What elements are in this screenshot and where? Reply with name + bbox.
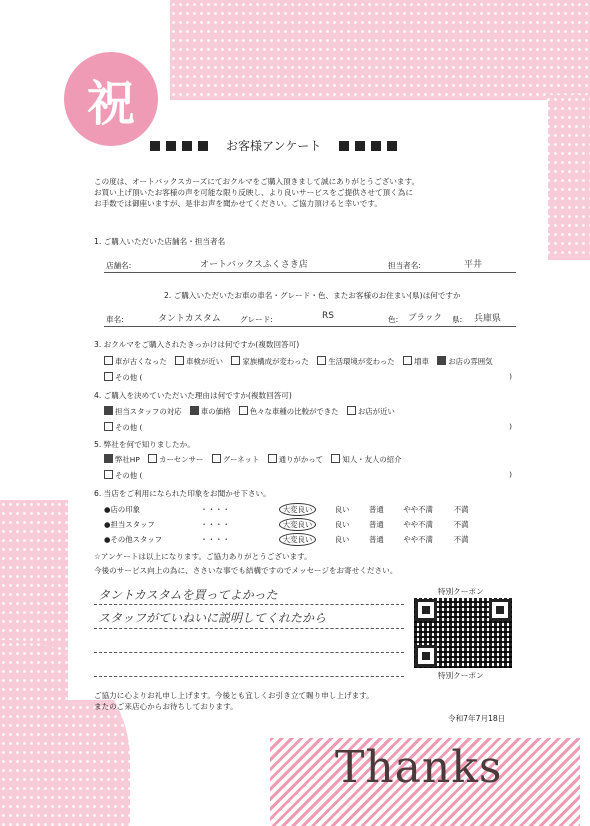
q3-other[interactable]: その他 ( ) bbox=[104, 372, 518, 383]
qr-code[interactable] bbox=[414, 598, 512, 668]
end-note: ☆アンケートは以上になります。ご協力ありがとうございます。 bbox=[94, 552, 312, 561]
grade-value: RS bbox=[322, 311, 334, 321]
question-5: 5. 弊社を何で知りましたか。 bbox=[94, 440, 195, 449]
answer-line-2 bbox=[104, 326, 516, 327]
thanks-text: Thanks bbox=[335, 742, 503, 793]
selected-rating[interactable]: 大変良い bbox=[279, 518, 317, 531]
q4-option[interactable]: 色々な車種の比較ができた bbox=[239, 407, 339, 416]
comment-line bbox=[94, 652, 404, 653]
q6-row-staff: ●担当スタッフ ・・・・ 大変良い 良い 普通 やや不満 不満 bbox=[104, 520, 469, 529]
color-label: 色: bbox=[388, 315, 399, 324]
answer-line-1 bbox=[104, 272, 516, 273]
grade-label: グレード: bbox=[240, 315, 273, 324]
q5-options bbox=[104, 454, 408, 465]
title-text: お客様アンケート bbox=[226, 139, 322, 153]
q5-other[interactable]: その他 ( ) bbox=[104, 470, 518, 481]
q4-other[interactable]: その他 ( ) bbox=[104, 422, 518, 433]
q5-option[interactable]: 通りがかって bbox=[268, 455, 323, 464]
closing-text: ご協力に心よりお礼申し上げます。今後とも宜しくお引き立て賜り申し上げます。 またのご来店心からお待ちしております。 bbox=[94, 691, 374, 711]
pref-value: 兵庫県 bbox=[474, 314, 502, 324]
handwritten-comment-1: タントカスタムを買ってよかった bbox=[98, 588, 278, 602]
store-label: 店舗名: bbox=[106, 261, 132, 270]
q5-option[interactable]: グーネット bbox=[212, 455, 260, 464]
car-value: タントカスタム bbox=[158, 314, 221, 324]
q3-option[interactable]: 生活環境が変わった bbox=[317, 357, 394, 366]
q4-option[interactable]: お店が近い bbox=[347, 407, 395, 416]
coupon-label-bottom: 特別クーポン bbox=[438, 671, 484, 680]
q3-option[interactable]: 車検が近い bbox=[175, 357, 223, 366]
comment-line bbox=[94, 676, 404, 677]
store-value: オートバックスふくさき店 bbox=[200, 260, 308, 270]
car-label: 車名: bbox=[106, 315, 124, 324]
selected-rating[interactable]: 大変良い bbox=[279, 503, 317, 516]
question-3: 3. おクルマをご購入されたきっかけは何ですか(複数回答可) bbox=[94, 340, 300, 349]
q4-option-checked[interactable]: 担当スタッフの対応 bbox=[104, 407, 182, 416]
q5-option-checked[interactable]: 弊社HP bbox=[104, 455, 140, 464]
q6-row-other-staff: ●その他スタッフ ・・・・ 大変良い 良い 普通 やや不満 不満 bbox=[104, 535, 469, 544]
comment-line bbox=[94, 628, 404, 629]
q3-option-checked[interactable]: お店の雰囲気 bbox=[437, 357, 492, 366]
question-1: 1. ご購入いただいた店舗名・担当者名 bbox=[94, 237, 226, 246]
handwritten-comment-2: スタッフがていねいに説明してくれたから bbox=[98, 611, 327, 625]
question-2: 2. ご購入いただいたお車の車名・グレード・色、またお客様のお住まい(県)は何ですか bbox=[164, 291, 461, 300]
staff-label: 担当者名: bbox=[388, 261, 421, 270]
q6-row-store: ●店の印象 ・・・・ 大変良い 良い 普通 やや不満 不満 bbox=[104, 505, 469, 514]
celebration-badge: 祝 bbox=[64, 52, 158, 146]
comment-line bbox=[94, 604, 404, 605]
intro-text: この度は、オートバックスカーズにておクルマをご購入頂きまして誠にありがとうございます。 お買い上げ頂いたお客様の声を可能な限り反映し、より良いサービスをご提供させて頂く為に お手数では御座いますが、是非お声を聞かせてください。ご協力頂けると幸いです。 bbox=[94, 177, 420, 208]
survey-title bbox=[150, 137, 470, 154]
q3-option[interactable]: 増車 bbox=[403, 357, 429, 366]
q4-option-checked[interactable]: 車の価格 bbox=[190, 407, 231, 416]
date: 令和7年7月18日 bbox=[448, 714, 506, 723]
pink-dot-pattern-right bbox=[545, 95, 590, 260]
q5-option[interactable]: カーセンサー bbox=[148, 455, 203, 464]
comment-prompt: 今後のサービス向上の為に、ささいな事でも結構ですのでメッセージをお寄せください。 bbox=[94, 566, 398, 575]
q4-options bbox=[104, 406, 401, 417]
staff-value: 平井 bbox=[464, 260, 483, 270]
q3-option[interactable]: 家族構成が変わった bbox=[231, 357, 308, 366]
q5-option[interactable]: 知人・友人の紹介 bbox=[331, 455, 401, 464]
q3-option[interactable]: 車が古くなった bbox=[104, 357, 167, 366]
question-4: 4. ご購入を決めていただいた理由は何ですか(複数回答可) bbox=[94, 391, 292, 400]
q3-options bbox=[104, 356, 499, 367]
question-6: 6. 当店をご利用になられた印象をお聞かせ下さい。 bbox=[94, 489, 271, 498]
pink-dot-pattern-top bbox=[170, 0, 590, 100]
coupon-label-top: 特別クーポン bbox=[438, 587, 484, 596]
color-value: ブラック bbox=[408, 313, 442, 323]
selected-rating[interactable]: 大変良い bbox=[279, 533, 317, 546]
pref-label: 県: bbox=[452, 315, 463, 324]
